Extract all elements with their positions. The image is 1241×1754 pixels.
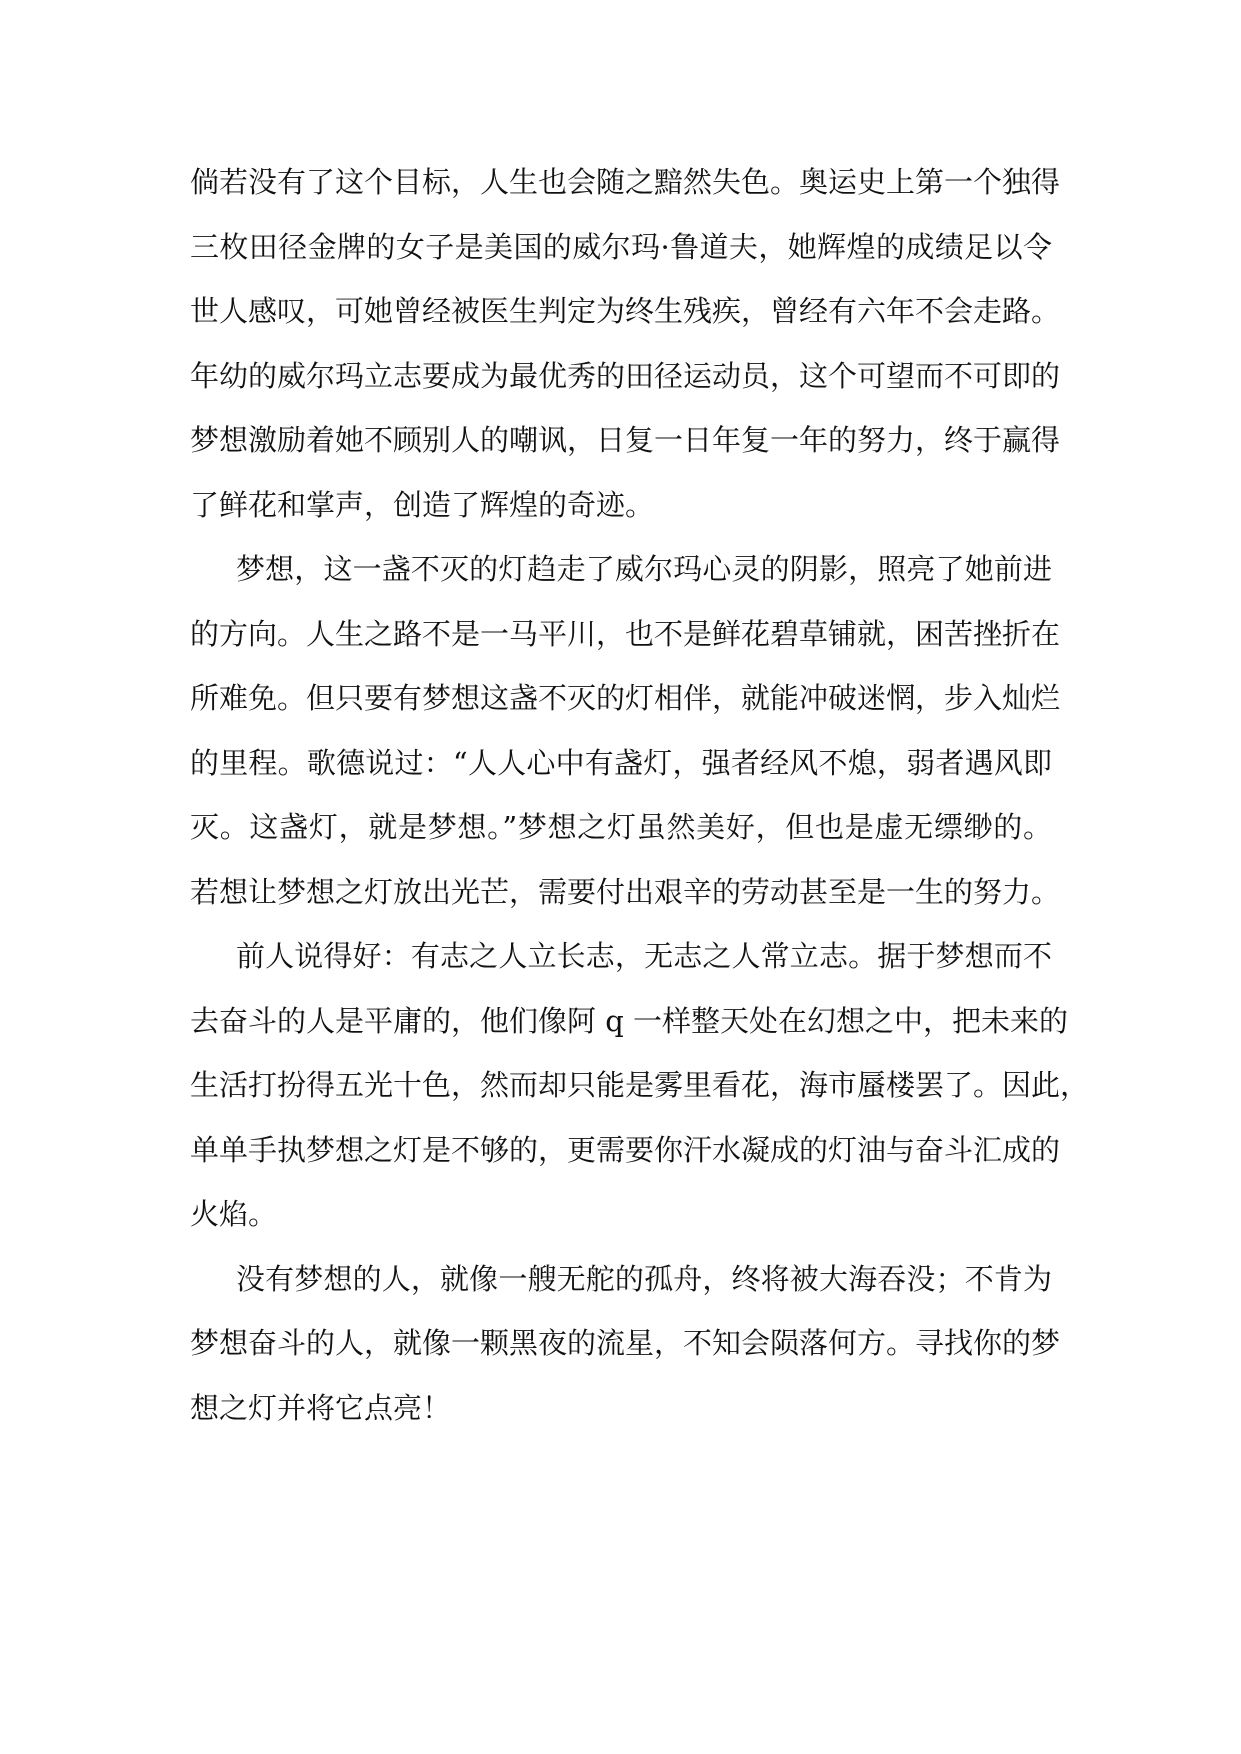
text-line: 三枚田径金牌的女子是美国的威尔玛·鲁道夫，她辉煌的成绩足以令 (190, 229, 1052, 264)
paragraph-4 (190, 1247, 1061, 1441)
text-line: 年幼的威尔玛立志要成为最优秀的田径运动员，这个可望而不可即的 (190, 358, 1061, 393)
text-line: 单单手执梦想之灯是不够的，更需要你汗水凝成的灯油与奋斗汇成的 (190, 1132, 1061, 1167)
paragraph-1 (190, 150, 1061, 537)
text-line: 的方向。人生之路不是一马平川，也不是鲜花碧草铺就，困苦挫折在 (190, 616, 1061, 651)
text-line: 梦想，这一盏不灭的灯趋走了威尔玛心灵的阴影，照亮了她前进 (236, 552, 1052, 586)
text-line: 前人说得好：有志之人立长志，无志之人常立志。据于梦想而不 (236, 939, 1052, 973)
text-line: 想之灯并将它点亮！ (190, 1390, 452, 1425)
text-line: 火焰。 (190, 1197, 278, 1231)
text-line: 梦想激励着她不顾别人的嘲讽，日复一日年复一年的努力，终于赢得 (190, 423, 1061, 457)
text-line: 世人感叹，可她曾经被医生判定为终生残疾，曾经有六年不会走路。 (190, 294, 1061, 328)
text-line: 了鲜花和掌声，创造了辉煌的奇迹。 (190, 487, 655, 522)
paragraph-3 (190, 924, 1090, 1247)
text-line: 所难免。但只要有梦想这盏不灭的灯相伴，就能冲破迷惘，步入灿烂 (190, 681, 1061, 715)
text-line: 的里程。歌德说过：“人人心中有盏灯，强者经风不熄，弱者遇风即 (190, 745, 1052, 780)
text-line: 去奋斗的人是平庸的，他们像阿 q 一样整天处在幻想之中，把未来的 (190, 1003, 1069, 1038)
document-page (190, 150, 1090, 1440)
paragraph-2 (190, 537, 1061, 924)
text-line: 若想让梦想之灯放出光芒，需要付出艰辛的劳动甚至是一生的努力。 (190, 874, 1061, 909)
text-line: 倘若没有了这个目标，人生也会随之黯然失色。奥运史上第一个独得 (190, 165, 1061, 199)
text-line: 灭。这盏灯，就是梦想。”梦想之灯虽然美好，但也是虚无缥缈的。 (190, 810, 1052, 844)
text-line: 没有梦想的人，就像一艘无舵的孤舟，终将被大海吞没；不肯为 (236, 1261, 1052, 1296)
text-line: 生活打扮得五光十色，然而却只能是雾里看花，海市蜃楼罢了。因此， (190, 1068, 1090, 1102)
text-line: 梦想奋斗的人，就像一颗黑夜的流星，不知会陨落何方。寻找你的梦 (190, 1326, 1061, 1360)
